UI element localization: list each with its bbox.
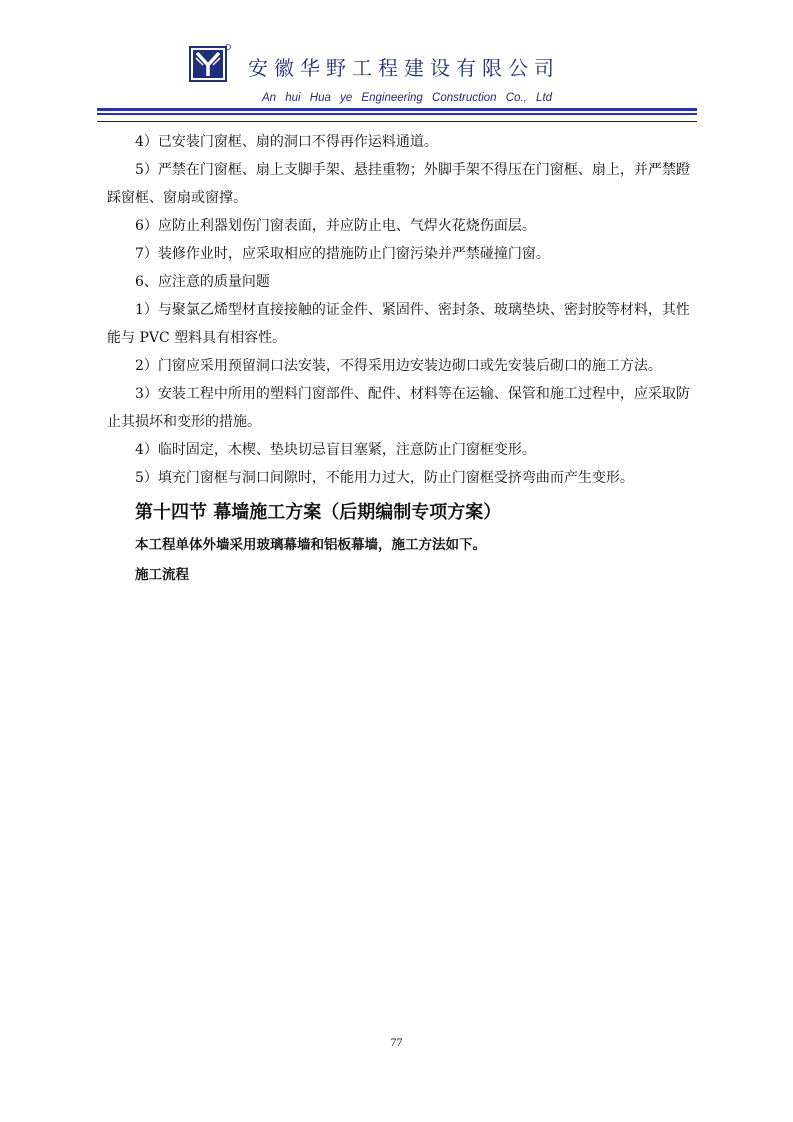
header-rule-blue-top [97, 108, 697, 111]
bold-paragraph: 本工程单体外墙采用玻璃幕墙和铝板幕墙，施工方法如下。 [135, 537, 486, 553]
subheading-quality-issues: 6、应注意的质量问题 [135, 274, 270, 290]
bold-paragraph-construction-flow: 施工流程 [135, 567, 189, 583]
paragraph: 6）应防止利器划伤门窗表面，并应防止电、气焊火花烧伤面层。 [135, 218, 536, 234]
document-body [107, 128, 692, 590]
paragraph: 5）填充门窗框与洞口间隙时，不能用力过大，防止门窗框受挤弯曲而产生变形。 [135, 470, 634, 486]
header-rule-black [97, 121, 697, 122]
paragraph: 2）门窗应采用预留洞口法安装，不得采用边安装边砌口或先安装后砌口的施工方法。 [135, 358, 662, 374]
header-rule-blue-bottom [97, 113, 697, 115]
paragraph: 1）与聚氯乙烯型材直接接触的证金件、紧固件、密封条、玻璃垫块、密封胶等材料，其性能与 PVC 塑料具有相容性。 [107, 302, 690, 346]
paragraph: 4）已安装门窗框、扇的洞口不得再作运料通道。 [135, 134, 438, 150]
company-y-logo-icon [189, 44, 231, 84]
paragraph: 4）临时固定，木楔、垫块切忌盲目塞紧，注意防止门窗框变形。 [135, 442, 536, 458]
paragraph: 3）安装工程中所用的塑料门窗部件、配件、材料等在运输、保管和施工过程中，应采取防止其损坏和变形的措施。 [107, 386, 690, 430]
company-name-chinese: 安徽华野工程建设有限公司 [248, 56, 560, 80]
paragraph: 5）严禁在门窗框、扇上支脚手架、悬挂重物；外脚手架不得压在门窗框、扇上，并严禁蹬踩窗框、窗扇或窗撑。 [107, 162, 690, 206]
paragraph: 7）装修作业时，应采取相应的措施防止门窗污染并严禁碰撞门窗。 [135, 246, 550, 262]
page-number: 77 [390, 1035, 403, 1049]
section-title: 第十四节 幕墙施工方案（后期编制专项方案） [135, 502, 502, 523]
page-header [0, 0, 793, 125]
company-name-english: An hui Hua ye Engineering Construction Co., Ltd [262, 92, 553, 104]
